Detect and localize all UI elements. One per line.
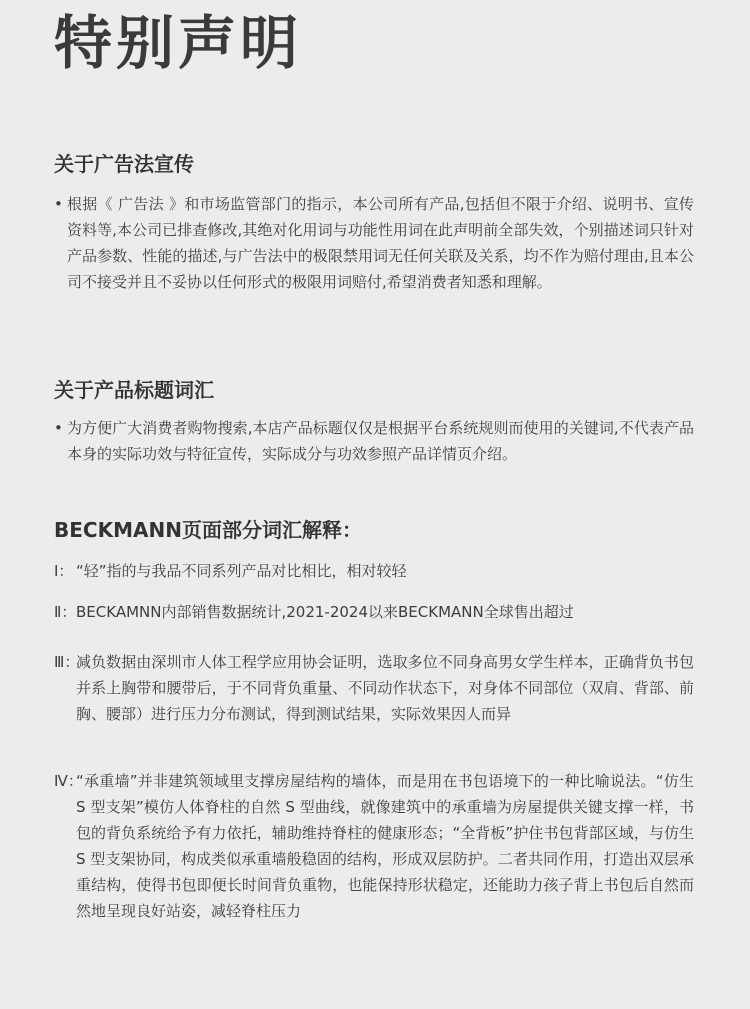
ad-law-text: 根据《 广告法 》和市场监管部门的指示，本公司所有产品,包括但不限于介绍、说明书、宣传资料等,本公司已排查修改,其绝对化用词与功能性用词在此声明前全部失效，个别描述词只针对产品参数、性能的描述,与广告法中的极限禁用词无任何关联及关系，均不作为赔付理由,且本公司不接受并且不妥协以任何形式的极限用词赔付,希望消费者知悉和理解。 <box>67 195 694 291</box>
roman-numeral-3: Ⅲ： <box>54 653 80 671</box>
page-title: 特别声明 <box>54 9 303 77</box>
glossary-item-3 <box>54 649 694 727</box>
glossary-heading: BECKMANN页面部分词汇解释： <box>54 518 362 542</box>
ad-law-paragraph <box>54 191 694 295</box>
bullet-icon: • <box>54 195 63 213</box>
glossary-item-4-text: “承重墙”并非建筑领域里支撑房屋结构的墙体，而是用在书包语境下的一种比喻说法。“仿生 S 型支架”模仿人体脊柱的自然 S 型曲线，就像建筑中的承重墙为房屋提供关键支撑一样，书包的背负系统给予有力依托，辅助维持脊柱的健康形态；“全背板”护住书包背部区域，与仿生 S 型支架协同，构成类似承重墙般稳固的结构，形成双层防护。二者共同作用，打造出双层承重结构，使得书包即便长时间背负重物，也能保持形状稳定，还能助力孩子背上书包后自然而然地呈现良好站姿，减轻脊柱压力 <box>76 772 694 920</box>
ad-law-heading: 关于广告法宣传 <box>54 152 194 176</box>
roman-numeral-2: Ⅱ： <box>54 603 77 621</box>
glossary-item-2-text: BECKAMNN内部销售数据统计,2021-2024以来BECKMANN全球售出超过 <box>76 603 574 621</box>
title-terms-heading: 关于产品标题词汇 <box>54 378 214 402</box>
title-terms-paragraph <box>54 415 694 467</box>
glossary-item-1-text: “轻”指的与我品不同系列产品对比相比，相对较轻 <box>76 562 407 580</box>
glossary-item-4 <box>54 768 694 924</box>
glossary-item-3-text: 减负数据由深圳市人体工程学应用协会证明，选取多位不同身高男女学生样本，正确背负书包并系上胸带和腰带后，于不同背负重量、不同动作状态下，对身体不同部位（双肩、背部、前胸、腰部）进行压力分布测试，得到测试结果，实际效果因人而异 <box>76 653 694 723</box>
glossary-item-2 <box>54 599 694 625</box>
roman-numeral-1: Ⅰ： <box>54 562 74 580</box>
bullet-icon: • <box>54 419 63 437</box>
glossary-item-1 <box>54 558 694 584</box>
roman-numeral-4: Ⅳ： <box>54 772 83 790</box>
title-terms-text: 为方便广大消费者购物搜索,本店产品标题仅仅是根据平台系统规则而使用的关键词,不代表产品本身的实际功效与特征宣传，实际成分与功效参照产品详情页介绍。 <box>67 419 694 463</box>
